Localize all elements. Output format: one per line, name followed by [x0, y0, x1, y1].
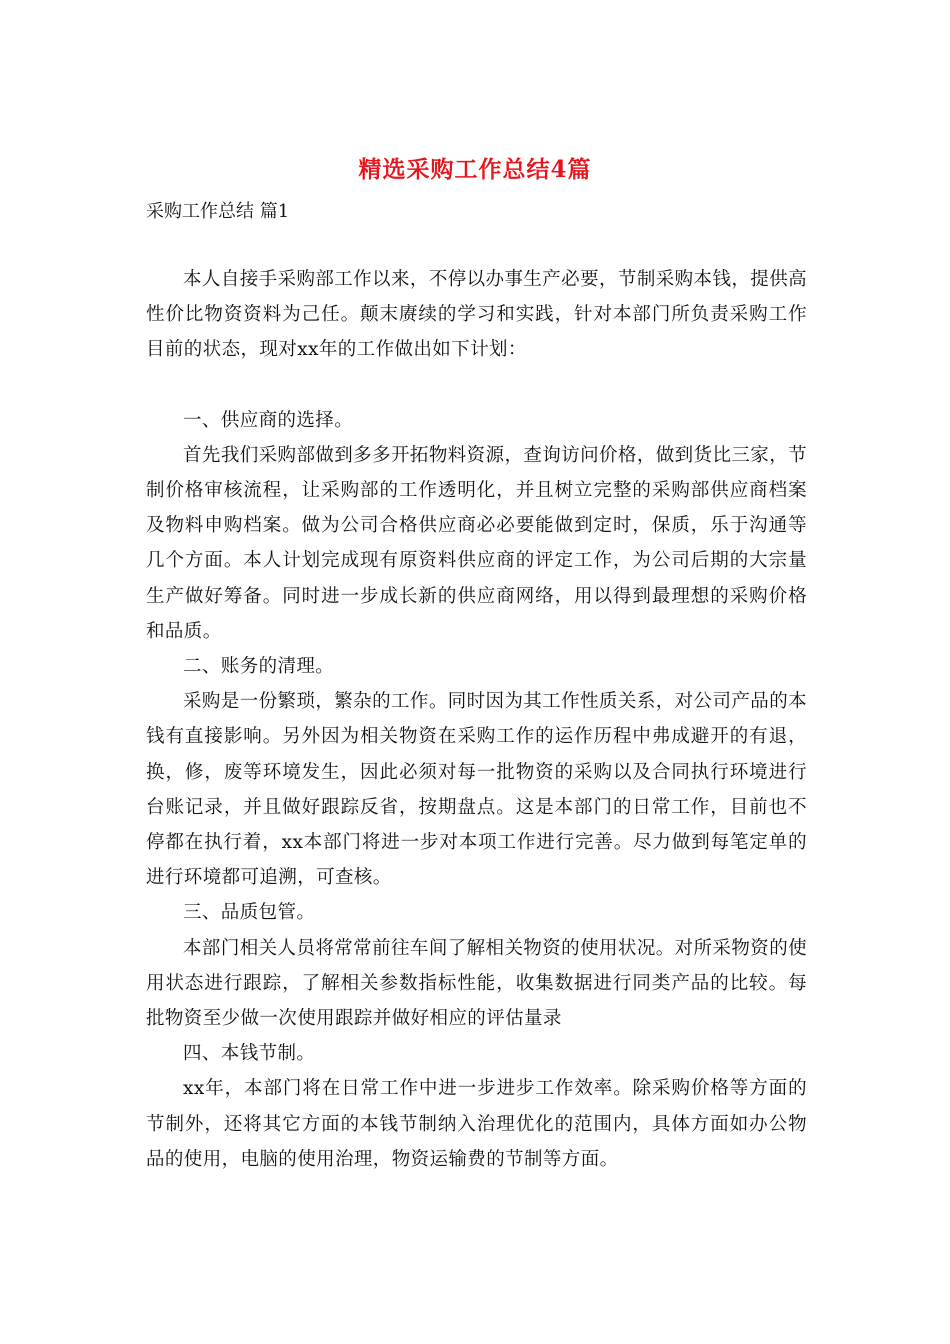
- item-heading-suppliers: 一、供应商的选择。: [183, 409, 354, 431]
- paragraph-gap: [146, 368, 807, 403]
- intro-paragraph: 本人自接手采购部工作以来，不停以办事生产必要，节制采购本钱，提供高性价比物资资料为己任。颠末赓续的学习和实践，针对本部门所负责采购工作目前的状态，现对xx年的工作做出如下计划：: [146, 269, 807, 361]
- body-paragraph-suppliers: 首先我们采购部做到多多开拓物料资源，查询访问价格，做到货比三家，节制价格审核流程，让采购部的工作透明化，并且树立完整的采购部供应商档案及物料申购档案。做为公司合格供应商必必要能做到定时，保质，乐于沟通等几个方面。本人计划完成现有原资料供应商的评定工作，为公司后期的大宗量生产做好筹备。同时进一步成长新的供应商网络，用以得到最理想的采购价格和品质。: [146, 444, 807, 642]
- document-title: 精选采购工作总结4篇: [358, 156, 592, 183]
- section-heading: 采购工作总结 篇1: [146, 201, 290, 222]
- body-paragraph-quality: 本部门相关人员将常常前往车间了解相关物资的使用状况。对所采物资的使用状态进行跟踪，了解相关参数指标性能，收集数据进行同类产品的比较。每批物资至少做一次使用跟踪并做好相应的评估量录: [146, 937, 807, 1030]
- body-paragraph-cost: xx年，本部门将在日常工作中进一步进步工作效率。除采购价格等方面的节制外，还将其它方面的本钱节制纳入治理优化的范围内，具体方面如办公物品的使用，电脑的使用治理，物资运输费的节制等方面。: [146, 1078, 807, 1170]
- item-heading-cost: 四、本钱节制。: [183, 1043, 316, 1065]
- body-paragraph-accounts: 采购是一份繁琐，繁杂的工作。同时因为其工作性质关系，对公司产品的本钱有直接影响。另外因为相关物资在采购工作的运作历程中弗成避开的有退，换，修，废等环境发生，因此必须对每一批物资的采购以及合同执行环境进行台账记录，并且做好跟踪反省，按期盘点。这是本部门的日常工作，目前也不停都在执行着，xx本部门将进一步对本项工作进行完善。尽力做到每笔定单的进行环境都可追溯，可查核。: [146, 691, 807, 889]
- item-heading-accounts: 二、账务的清理。: [183, 656, 335, 678]
- document-body: [146, 262, 807, 1177]
- item-heading-quality: 三、品质包管。: [183, 902, 316, 924]
